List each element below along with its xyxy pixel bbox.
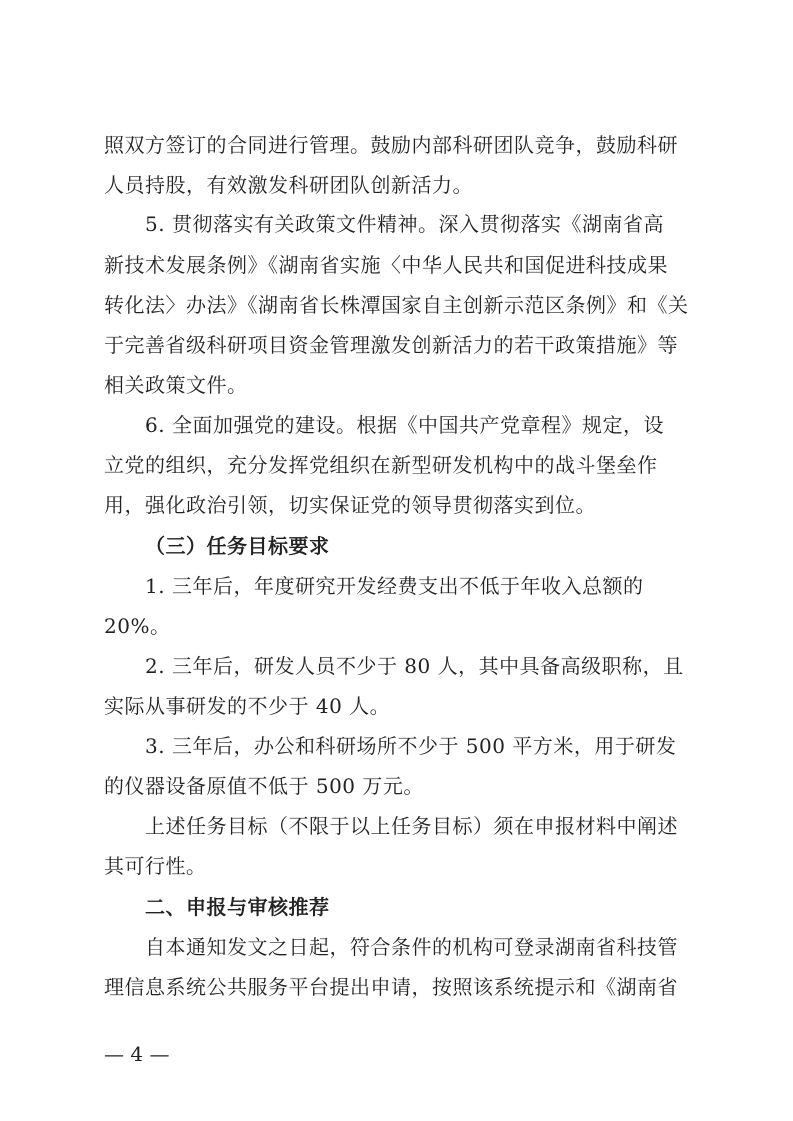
body-line: 上述任务目标（不限于以上任务目标）须在申报材料中阐述 bbox=[145, 814, 678, 838]
body-line: 6. 全面加强党的建设。根据《中国共产党章程》规定，设 bbox=[145, 413, 664, 437]
section-heading-task-goals: （三）任务目标要求 bbox=[145, 534, 330, 558]
body-line: 立党的组织，充分发挥党组织在新型研发机构中的战斗堡垒作 bbox=[104, 453, 658, 477]
body-line: 自本通知发文之日起，符合条件的机构可登录湖南省科技管 bbox=[145, 935, 678, 959]
body-line: 其可行性。 bbox=[104, 854, 207, 878]
body-line: 用，强化政治引领，切实保证党的领导贯彻落实到位。 bbox=[104, 493, 596, 517]
body-line: 2. 三年后，研发人员不少于 80 人，其中具备高级职称，且 bbox=[145, 654, 684, 678]
body-line: 20%。 bbox=[104, 614, 171, 638]
body-line: 照双方签订的合同进行管理。鼓励内部科研团队竞争，鼓励科研 bbox=[104, 133, 678, 157]
page-number: — 4 — bbox=[104, 1042, 170, 1066]
body-line: 实际从事研发的不少于 40 人。 bbox=[104, 694, 391, 718]
body-line: 理信息系统公共服务平台提出申请，按照该系统提示和《湖南省 bbox=[104, 975, 678, 999]
body-line: 3. 三年后，办公和科研场所不少于 500 平方米，用于研发 bbox=[145, 734, 677, 758]
body-line: 1. 三年后，年度研究开发经费支出不低于年收入总额的 bbox=[145, 574, 644, 598]
body-line: 转化法〉办法》《湖南省长株潭国家自主创新示范区条例》和《关 bbox=[104, 293, 689, 317]
body-line: 于完善省级科研项目资金管理激发创新活力的若干政策措施》等 bbox=[104, 333, 678, 357]
section-heading-application: 二、申报与审核推荐 bbox=[145, 895, 330, 919]
body-line: 人员持股，有效激发科研团队创新活力。 bbox=[104, 173, 473, 197]
body-line: 新技术发展条例》《湖南省实施〈中华人民共和国促进科技成果 bbox=[104, 253, 668, 277]
body-line: 5. 贯彻落实有关政策文件精神。深入贯彻落实《湖南省高 bbox=[145, 212, 664, 236]
body-line: 相关政策文件。 bbox=[104, 373, 248, 397]
body-line: 的仪器设备原值不低于 500 万元。 bbox=[104, 774, 424, 798]
